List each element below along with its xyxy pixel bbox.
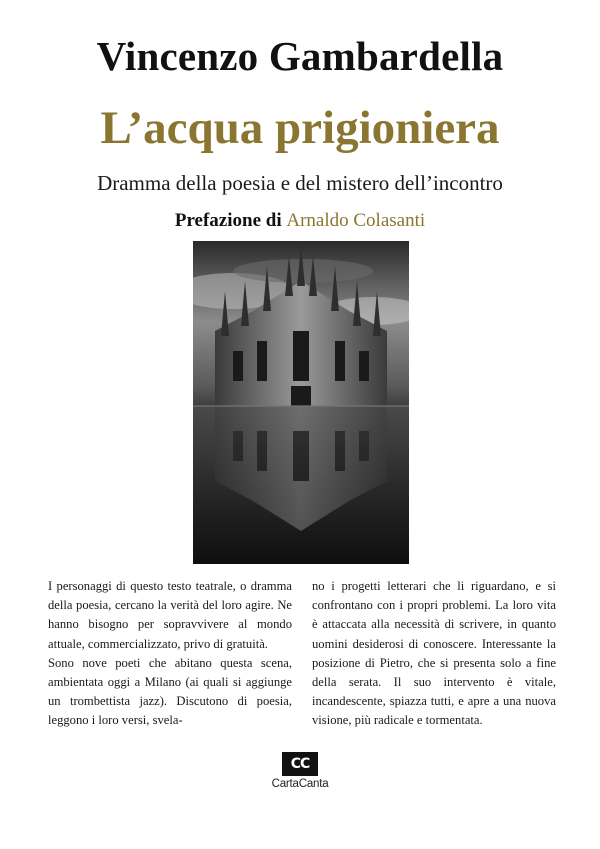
synopsis-paragraph: no i progetti letterari che li riguardano, e si confrontano con i propri problemi. La loro vita è attaccata alla necessità di scrivere, in quanto uomini desiderosi di conoscere. Interessante la posizione di Pietro, che si presenta solo a fine della serata. Il suo intervento è vitale, incandescente, spiazza tutti, e apre a una nuova visione, più radicale e tormentata. <box>312 579 556 728</box>
synopsis-column-left <box>48 577 292 731</box>
publisher-logo <box>270 752 330 790</box>
synopsis-column-right <box>312 577 556 731</box>
preface-author: Arnaldo Colasanti <box>286 210 426 231</box>
book-title: L’acqua prigioniera <box>100 102 500 154</box>
publisher-name: CartaCanta <box>271 778 329 790</box>
book-subtitle: Dramma della poesia e del mistero dell’incontro <box>97 171 503 195</box>
preface-label: Prefazione di <box>174 210 282 231</box>
cover-photo-cathedral <box>193 241 409 564</box>
author-name: Vincenzo Gambardella <box>96 33 504 79</box>
preface-line <box>0 210 600 232</box>
synopsis-paragraph: Sono nove poeti che abitano questa scena, ambientata oggi a Milano (ai quali si aggiunge un trombettista jazz). Discutono di poesia, leggono i loro versi, svela- <box>48 655 292 728</box>
publisher-logo-mark: CC <box>282 752 318 776</box>
synopsis-paragraph: I personaggi di questo testo teatrale, o dramma della poesia, cercano la verità del loro agire. Ne hanno bisogno per sopravvivere al mondo attuale, commercializzato, privo di gratuità. <box>48 579 292 651</box>
